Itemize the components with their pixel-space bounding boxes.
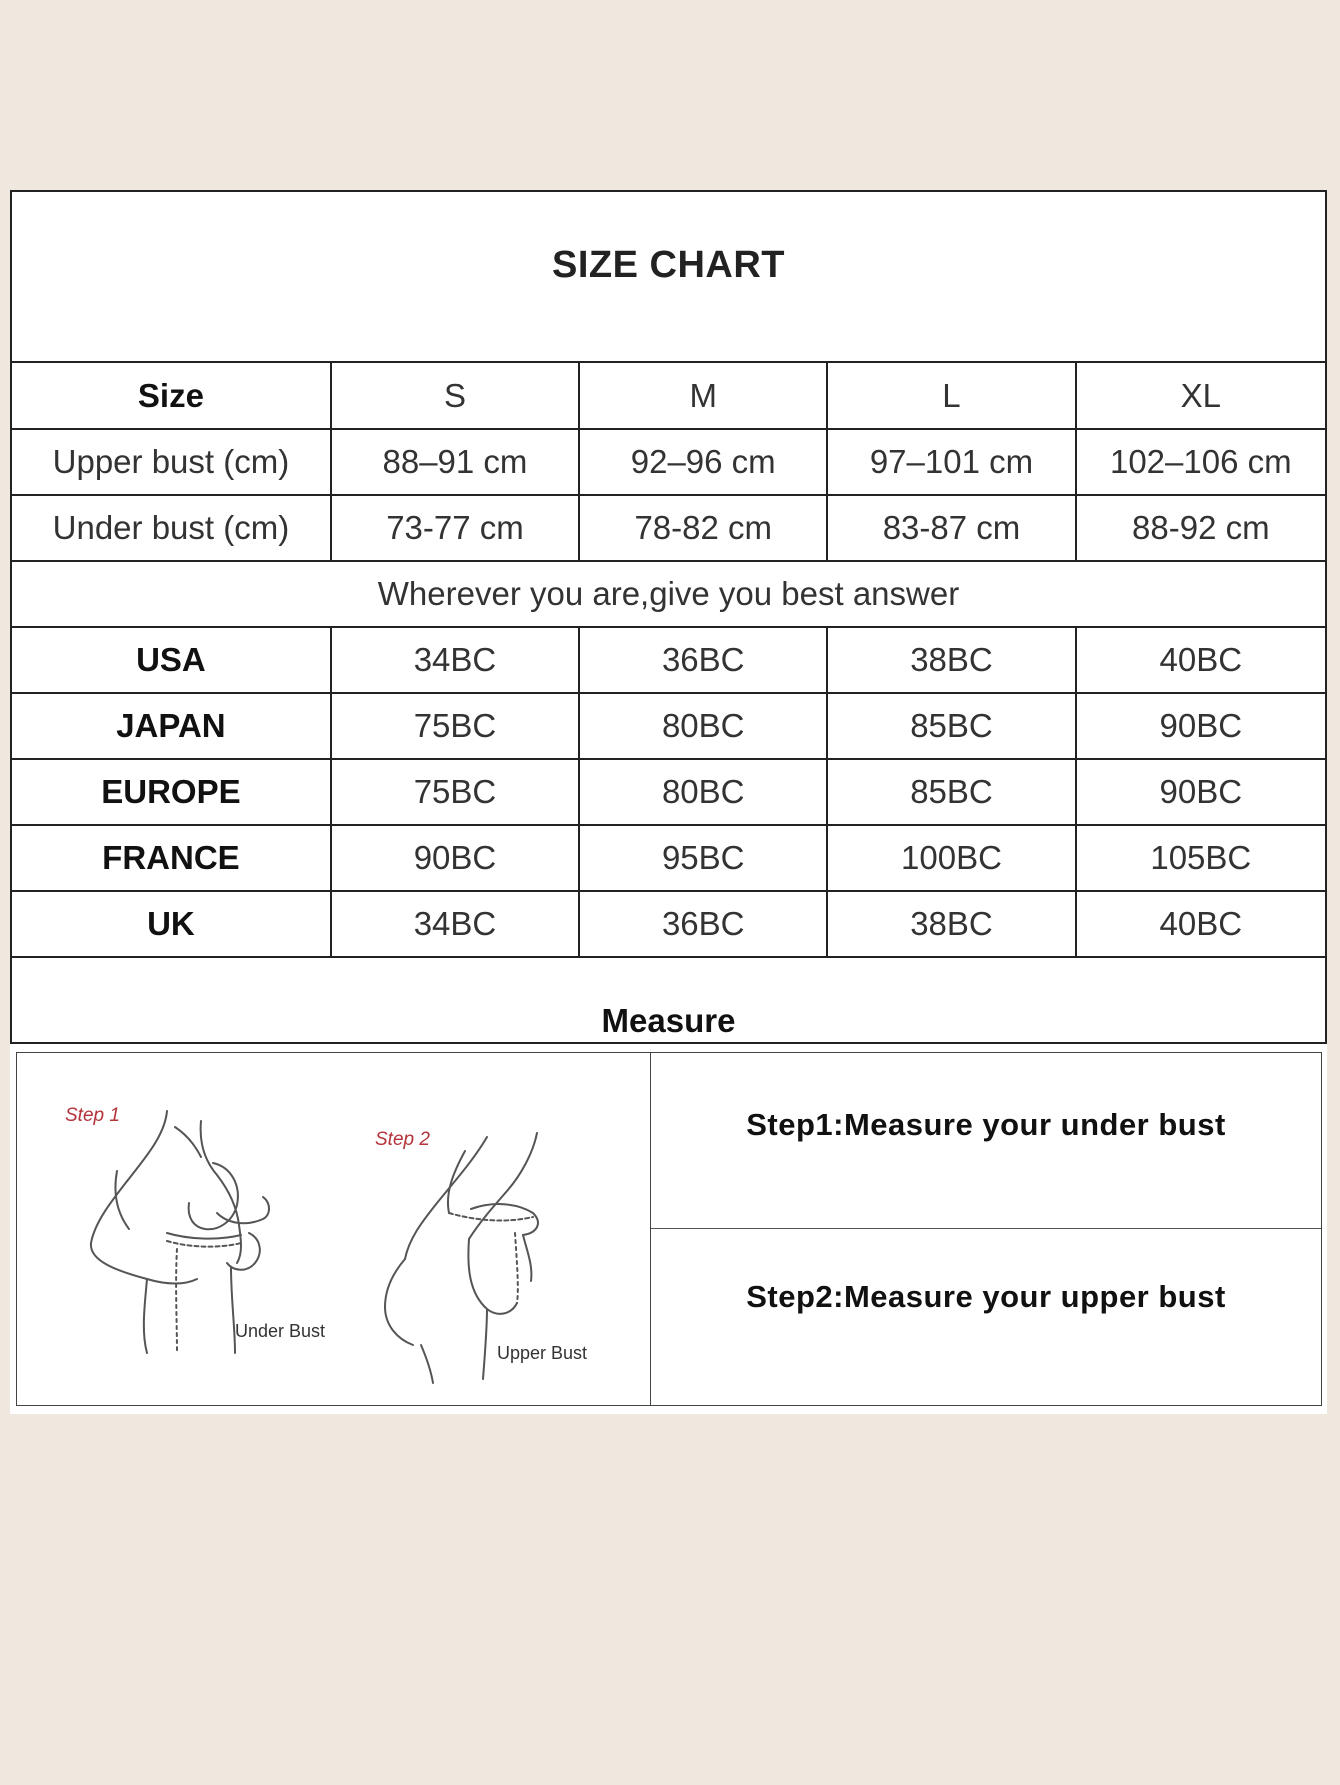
region-value: 36BC (579, 891, 827, 957)
under-bust-label: Under bust (cm) (12, 495, 331, 561)
size-s-header: S (331, 363, 579, 429)
region-label: EUROPE (12, 759, 331, 825)
region-value: 75BC (331, 759, 579, 825)
measure-illustration (17, 1053, 651, 1405)
step1-illustration-label: Step 1 (65, 1105, 120, 1126)
measuring-figures-icon (17, 1053, 651, 1405)
size-header-label: Size (12, 363, 331, 429)
region-value: 40BC (1076, 891, 1325, 957)
under-bust-s: 73-77 cm (331, 495, 579, 561)
size-chart-sheet (10, 190, 1327, 1414)
region-row-uk (12, 891, 1325, 957)
measure-steps (651, 1053, 1321, 1405)
region-value: 100BC (827, 825, 1075, 891)
region-value: 80BC (579, 693, 827, 759)
region-value: 75BC (331, 693, 579, 759)
region-row-france (12, 825, 1325, 891)
size-grid (12, 363, 1325, 958)
step2-instruction: Step2:Measure your upper bust (746, 1279, 1226, 1314)
step1-instruction: Step1:Measure your under bust (651, 1053, 1321, 1229)
region-value: 80BC (579, 759, 827, 825)
upper-bust-m: 92–96 cm (579, 429, 827, 495)
region-label: FRANCE (12, 825, 331, 891)
chart-title: SIZE CHART (12, 192, 1325, 363)
region-row-europe (12, 759, 1325, 825)
under-bust-row (12, 495, 1325, 561)
upper-bust-l: 97–101 cm (827, 429, 1075, 495)
region-value: 40BC (1076, 627, 1325, 693)
region-value: 85BC (827, 693, 1075, 759)
region-value: 90BC (1076, 693, 1325, 759)
under-bust-caption: Under Bust (235, 1321, 326, 1341)
size-xl-header: XL (1076, 363, 1325, 429)
upper-bust-row (12, 429, 1325, 495)
note-row (12, 561, 1325, 627)
region-value: 90BC (331, 825, 579, 891)
measure-title: Measure (601, 1002, 736, 1039)
under-bust-l: 83-87 cm (827, 495, 1075, 561)
size-l-header: L (827, 363, 1075, 429)
region-value: 105BC (1076, 825, 1325, 891)
size-chart-table (10, 190, 1327, 1044)
region-label: JAPAN (12, 693, 331, 759)
size-m-header: M (579, 363, 827, 429)
under-bust-xl: 88-92 cm (1076, 495, 1325, 561)
region-value: 34BC (331, 891, 579, 957)
measure-panel (16, 1052, 1322, 1406)
region-row-japan (12, 693, 1325, 759)
region-value: 38BC (827, 627, 1075, 693)
region-value: 36BC (579, 627, 827, 693)
step2-illustration-label: Step 2 (375, 1129, 430, 1150)
upper-bust-label: Upper bust (cm) (12, 429, 331, 495)
under-bust-m: 78-82 cm (579, 495, 827, 561)
region-value: 95BC (579, 825, 827, 891)
upper-bust-s: 88–91 cm (331, 429, 579, 495)
region-value: 90BC (1076, 759, 1325, 825)
region-label: USA (12, 627, 331, 693)
region-value: 34BC (331, 627, 579, 693)
note-text: Wherever you are,give you best answer (12, 561, 1325, 627)
region-value: 85BC (827, 759, 1075, 825)
size-header-row (12, 363, 1325, 429)
upper-bust-xl: 102–106 cm (1076, 429, 1325, 495)
upper-bust-caption: Upper Bust (497, 1343, 588, 1363)
region-row-usa (12, 627, 1325, 693)
region-value: 38BC (827, 891, 1075, 957)
region-label: UK (12, 891, 331, 957)
